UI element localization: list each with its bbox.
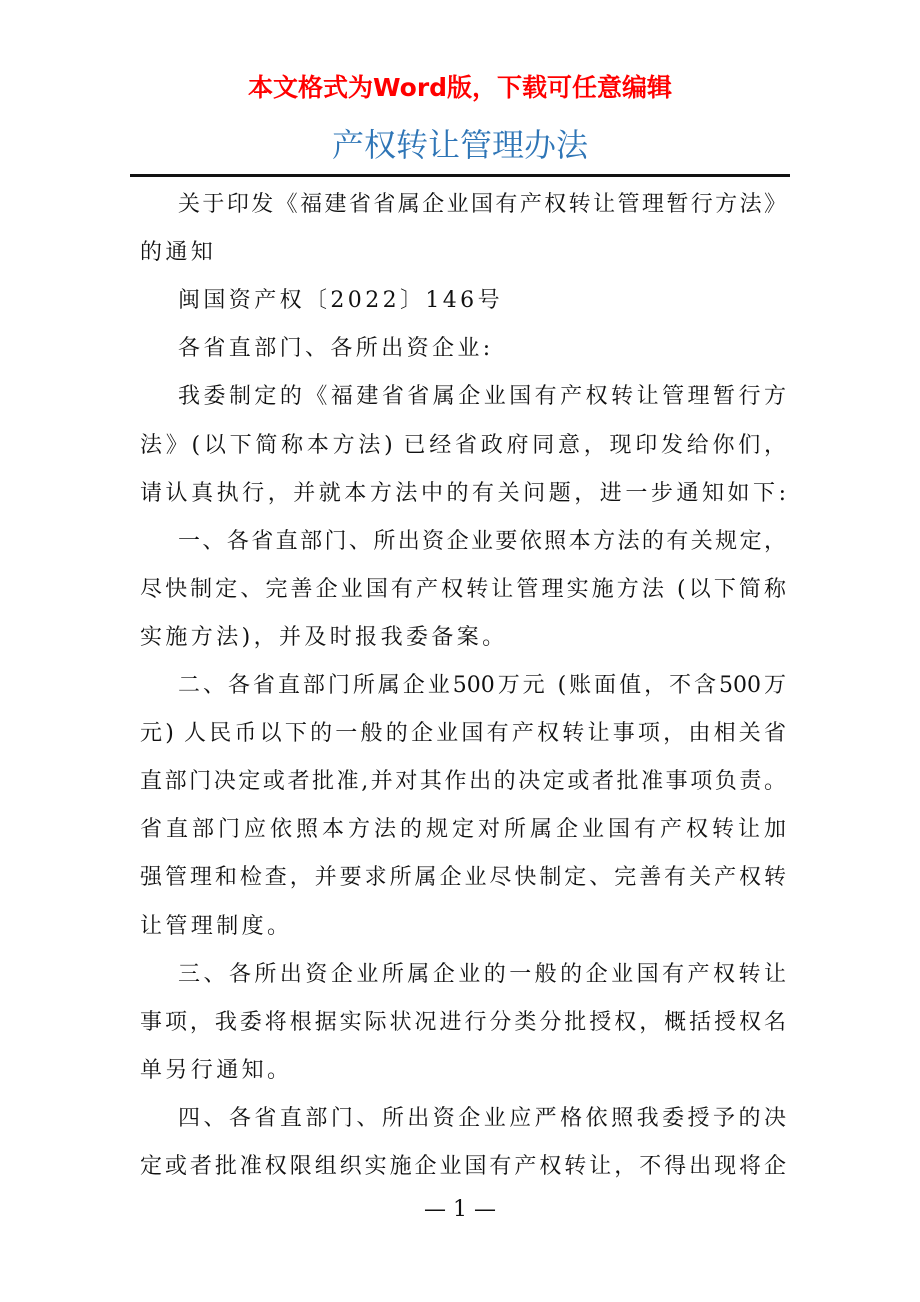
text-line: 关于印发《福建省省属企业国有产权转让管理暂行方法》: [178, 192, 786, 217]
document-title: 产权转让管理办法: [331, 126, 588, 164]
text-line: 元) 人民币以下的一般的企业国有产权转让事项，由相关省: [140, 721, 786, 747]
text-line: 四、各省直部门、所出资企业应严格依照我委授予的决: [178, 1105, 786, 1131]
text-line: 我委制定的《福建省省属企业国有产权转让管理暂行方: [178, 384, 786, 410]
text-line: 定或者批准权限组织实施企业国有产权转让，不得出现将企: [140, 1154, 786, 1179]
title-divider: [130, 174, 790, 177]
download-banner: 本文格式为Word版，下载可任意编辑: [247, 73, 673, 102]
text-line: 尽快制定、完善企业国有产权转让管理实施方法 (以下简称: [140, 576, 786, 602]
text-line: 请认真执行，并就本方法中的有关问题，进一步通知如下:: [140, 480, 786, 506]
text-line: 闽国资产权〔2022〕146号: [178, 288, 503, 314]
text-line: 一、各省直部门、所出资企业要依照本方法的有关规定，: [178, 528, 786, 554]
page-number: — 1 —: [424, 1197, 496, 1222]
text-line: 法》(以下简称本方法) 已经省政府同意，现印发给你们，: [140, 432, 786, 458]
text-line: 各省直部门、各所出资企业:: [178, 336, 494, 362]
text-line: 单另行通知。: [140, 1057, 293, 1083]
text-line: 三、各所出资企业所属企业的一般的企业国有产权转让: [178, 961, 786, 987]
text-line: 直部门决定或者批准,并对其作出的决定或者批准事项负责。: [140, 769, 786, 795]
text-line: 的通知: [140, 240, 217, 266]
text-line: 让管理制度。: [140, 913, 293, 939]
text-line: 二、各省直部门所属企业500万元 (账面值，不含500万: [178, 673, 786, 698]
text-line: 省直部门应依照本方法的规定对所属企业国有产权转让加: [140, 817, 786, 843]
text-line: 强管理和检查，并要求所属企业尽快制定、完善有关产权转: [140, 865, 786, 891]
text-line: 事项，我委将根据实际状况进行分类分批授权，概括授权名: [140, 1009, 786, 1035]
text-line: 实施方法)，并及时报我委备案。: [140, 624, 508, 650]
